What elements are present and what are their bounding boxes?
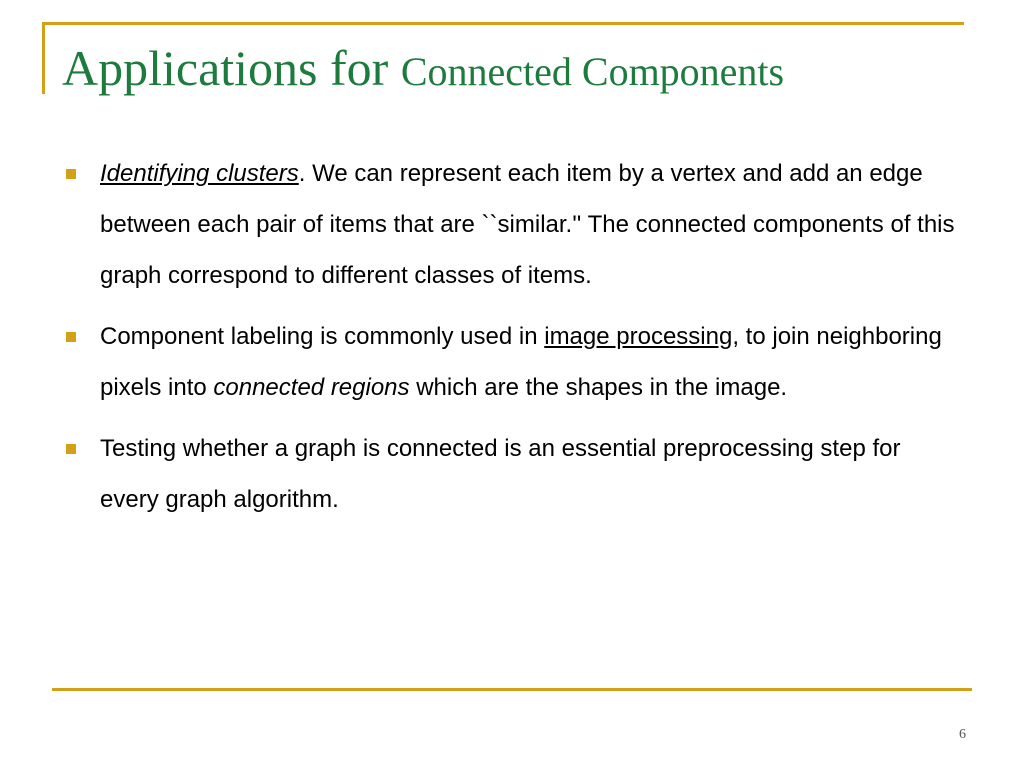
bullet-list xyxy=(62,148,962,535)
image-processing-link[interactable]: image processing xyxy=(544,323,733,350)
bullet-item xyxy=(62,423,962,525)
bullet-square-icon xyxy=(66,444,76,454)
bullet-text: . We can represent each item by a vertex and add an edge between each pair of items that are ``similar.'' The connected components of this graph correspond to different classes of items. xyxy=(100,160,955,289)
frame-left-bar xyxy=(42,22,45,94)
bullet-square-icon xyxy=(66,332,76,342)
identifying-clusters-term: Identifying clusters xyxy=(100,160,299,187)
bullet-square-icon xyxy=(66,169,76,179)
slide-title xyxy=(62,40,784,98)
bullet-item xyxy=(62,148,962,301)
bullet-item xyxy=(62,311,962,413)
bottom-divider xyxy=(52,688,972,691)
frame-top-bar xyxy=(42,22,964,25)
connected-regions-emphasis: connected regions xyxy=(213,374,410,401)
title-part-2: Connected Components xyxy=(400,49,785,94)
bullet-text: Component labeling is commonly used in xyxy=(100,323,545,350)
title-part-1: Applications for xyxy=(62,40,401,96)
bullet-text: which are the shapes in the image. xyxy=(409,374,788,401)
bullet-text: , to join neighboring pixels into xyxy=(100,323,942,401)
bullet-text: Testing whether a graph is connected is an essential preprocessing step for every graph algorithm. xyxy=(100,435,901,513)
page-number: 6 xyxy=(959,727,966,742)
